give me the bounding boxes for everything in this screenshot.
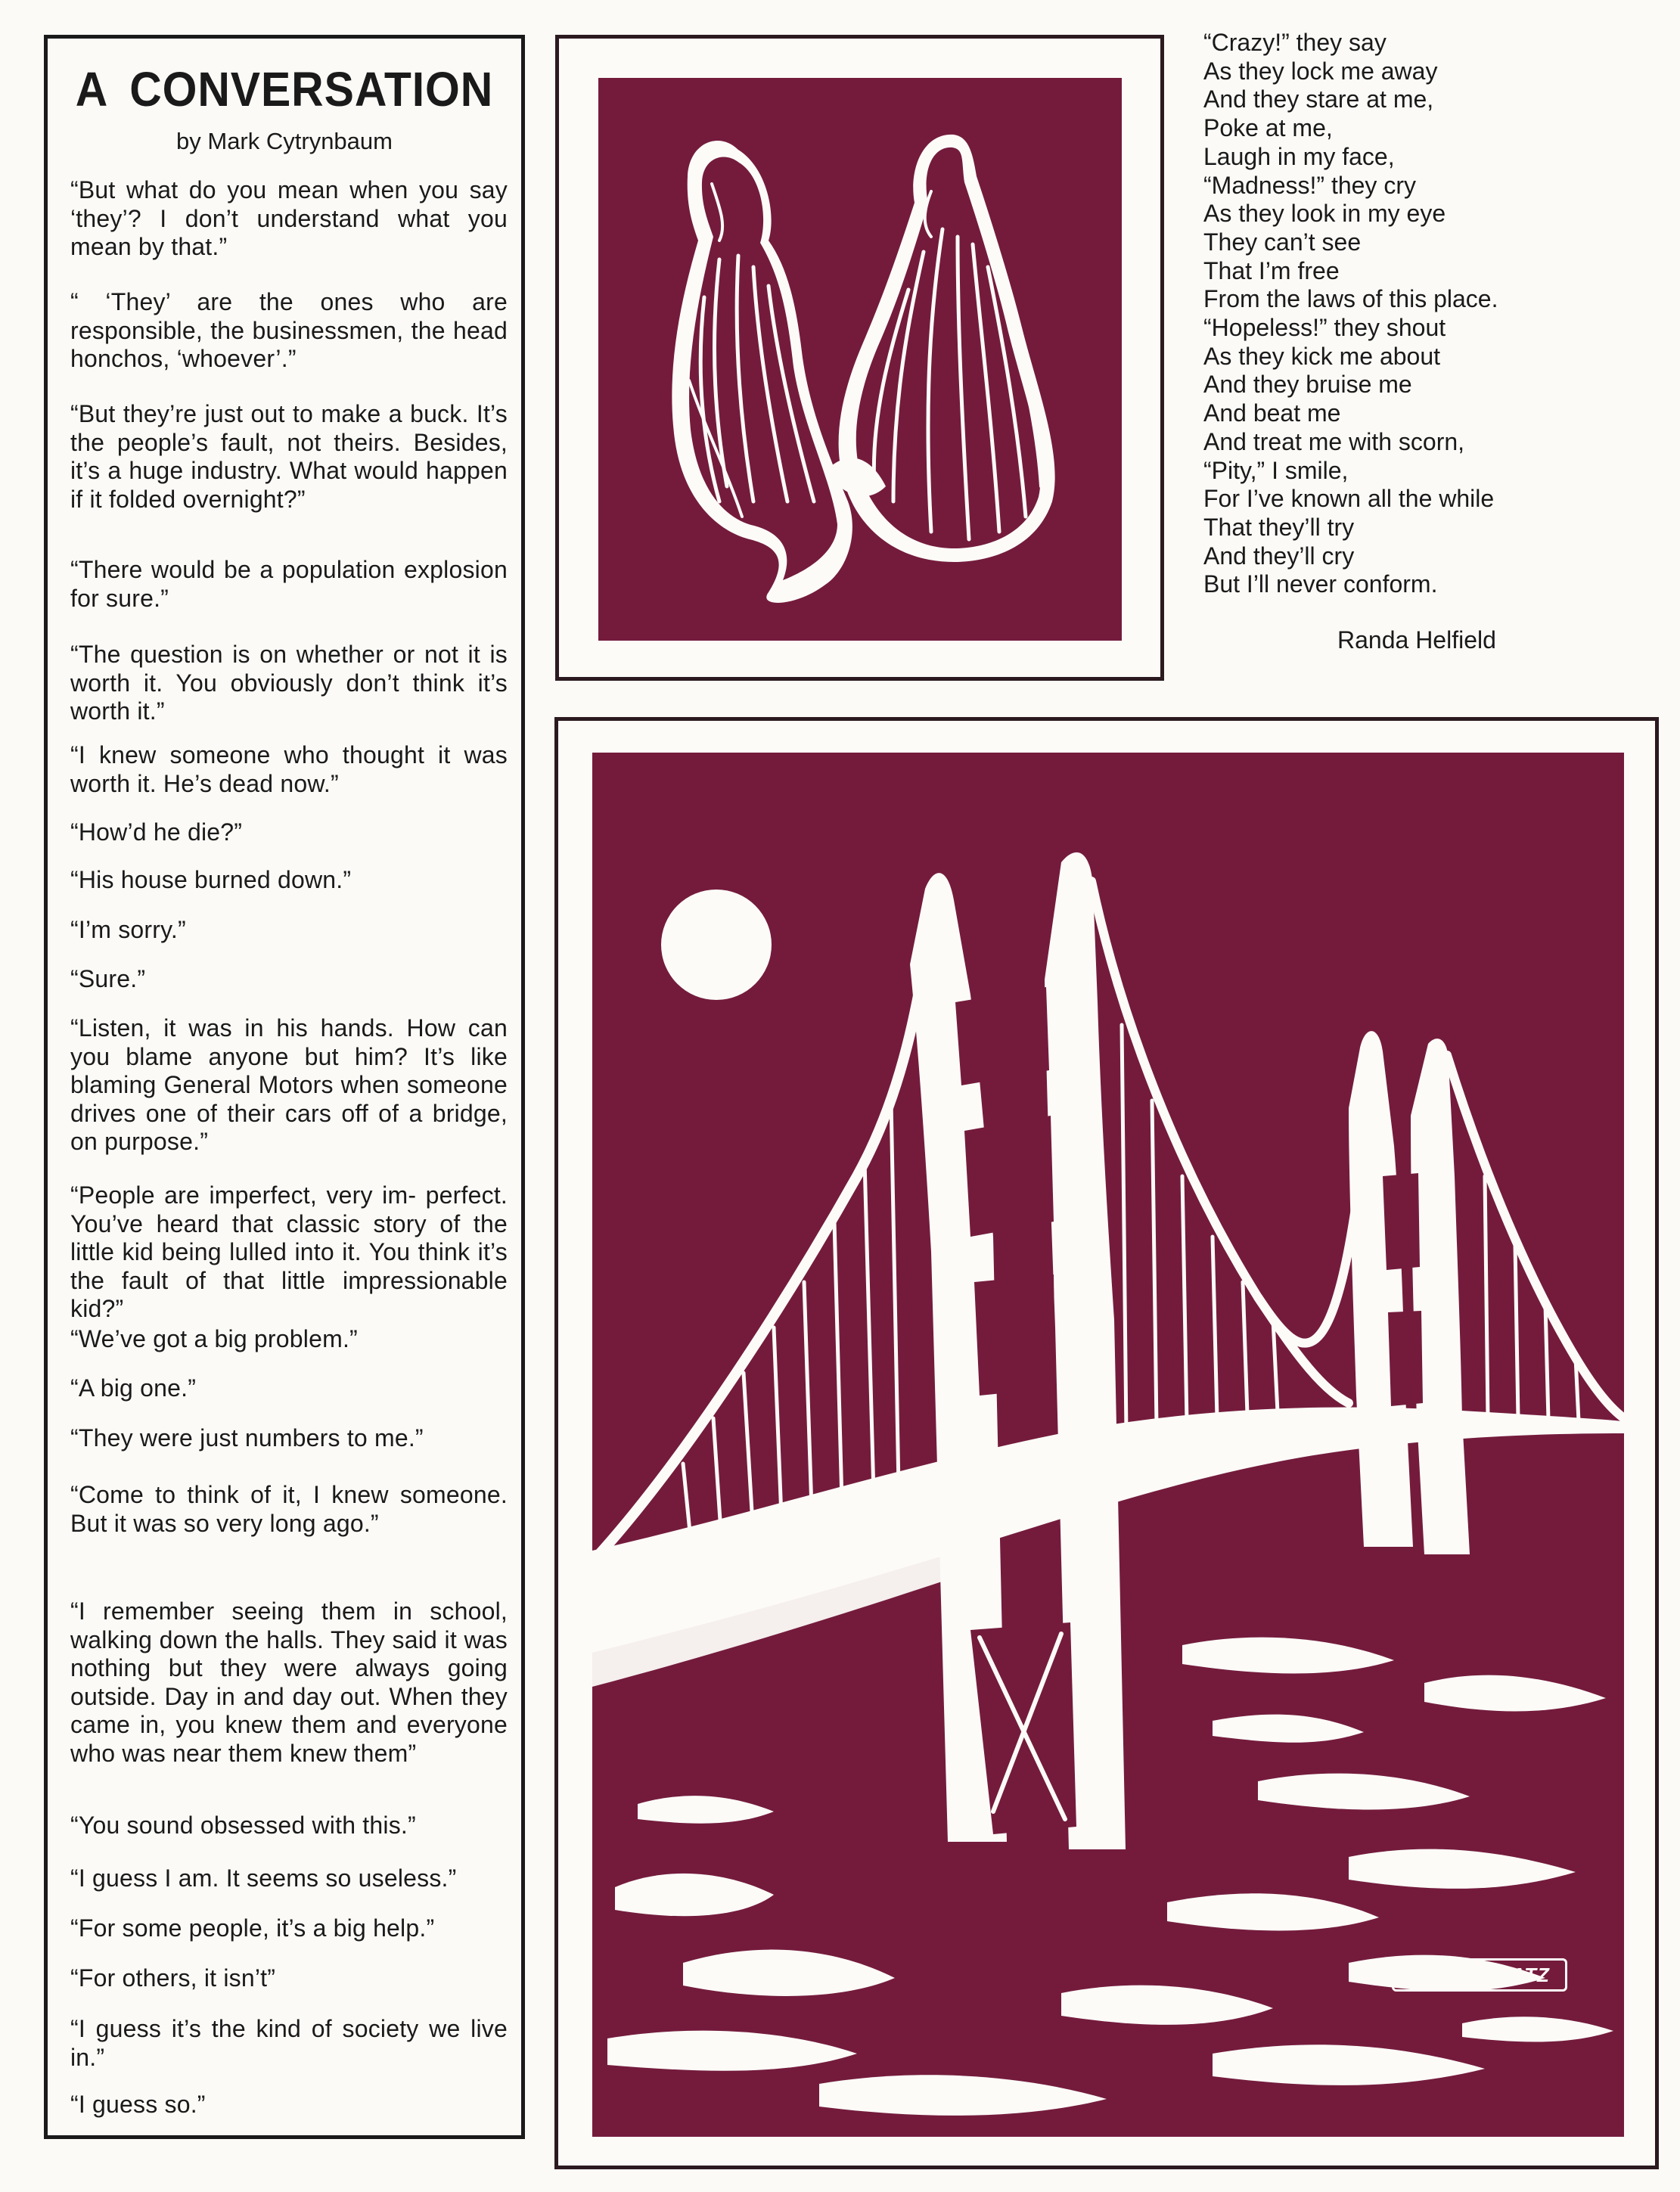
paragraph: “People are imperfect, very im- perfect. You’ve heard that classic story of the little kid being lulled into it. You think it’s the fault of that little impressionable kid?” — [70, 1181, 508, 1322]
poem-line: And they’ll cry — [1203, 542, 1355, 570]
poem-line: And beat me — [1203, 399, 1341, 427]
poem-line: And treat me with scorn, — [1203, 427, 1465, 455]
paragraph: “Come to think of it, I knew someone. But it was so very long ago.” — [70, 1481, 508, 1537]
paragraph: “The question is on whether or not it is worth it. You obviously don’t think it’s worth it.” — [70, 641, 508, 725]
poem-line: As they kick me about — [1203, 342, 1441, 370]
poem-line: For I’ve known all the while — [1203, 485, 1495, 513]
poem-line: And they stare at me, — [1203, 85, 1434, 113]
paragraph: “I knew someone who thought it was worth it. He’s dead now.” — [70, 741, 508, 797]
article-box — [44, 35, 525, 2139]
paragraph: “ ‘They’ are the ones who are responsible, the businessmen, the head honchos, ‘whoever’.” — [70, 288, 508, 372]
poem-line: “Crazy!” they say — [1203, 29, 1387, 56]
paragraph: “You sound obsessed with this.” — [70, 1812, 416, 1839]
paragraph: “I guess it’s the kind of society we live in.” — [70, 2015, 508, 2071]
paragraph: “I remember seeing them in school, walking down the halls. They said it was nothing but they were always going outside. Day in and day out. When they came in, you knew them and everyone who was near them knew them” — [70, 1597, 508, 1767]
poem-line: “Pity,” I smile, — [1203, 456, 1349, 484]
poem-line: And they bruise me — [1203, 371, 1412, 399]
paragraph: “There would be a population explosion for sure.” — [70, 556, 508, 612]
paragraph: “A big one.” — [70, 1374, 197, 1402]
paragraph: “I guess I am. It seems so useless.” — [70, 1864, 457, 1892]
figures-linocut — [598, 78, 1122, 641]
bridge-linocut — [592, 753, 1624, 2137]
bridge-print-frame — [554, 717, 1659, 2169]
moon — [661, 890, 772, 1000]
poem-line: As they look in my eye — [1203, 200, 1446, 228]
paragraph: “His house burned down.” — [70, 866, 352, 893]
poem-line: That they’ll try — [1203, 513, 1355, 541]
paragraph: “We’ve got a big problem.” — [70, 1325, 358, 1352]
paragraph: “Listen, it was in his hands. How can you blame anyone but him? It’s like blaming General Motors when someone drives one of their cars off of a bridge, on purpose.” — [70, 1014, 508, 1155]
poem-line: “Hopeless!” they shout — [1203, 314, 1446, 342]
article-title: A CONVERSATION — [75, 62, 494, 116]
paragraph: “But they’re just out to make a buck. It’s the people’s fault, not theirs. Besides, it’s a huge industry. What would happen if it folded overnight?” — [70, 400, 508, 513]
poem-line: That I’m free — [1203, 256, 1340, 284]
poem-line: As they lock me away — [1203, 57, 1438, 85]
paragraph: “For some people, it’s a big help.” — [70, 1914, 435, 1942]
paragraph: “For others, it isn’t” — [70, 1964, 276, 1992]
artist-signature: ADINA BRATZ — [1392, 1958, 1567, 1992]
poem — [1203, 29, 1627, 599]
poem-line: From the laws of this place. — [1203, 285, 1498, 313]
paragraph: “I guess so.” — [70, 2091, 206, 2118]
paragraph: “They were just numbers to me.” — [70, 1424, 424, 1452]
poem-line: Poke at me, — [1203, 114, 1333, 142]
paragraph: “I’m sorry.” — [70, 916, 186, 943]
poem-author: Randa Helfield — [1337, 626, 1496, 654]
figures-print-frame — [555, 35, 1164, 681]
paragraph: “Sure.” — [70, 965, 146, 992]
poem-line: But I’ll never conform. — [1203, 570, 1438, 598]
poem-line: Laugh in my face, — [1203, 142, 1395, 170]
paragraph: “How’d he die?” — [70, 818, 243, 846]
poem-line: They can’t see — [1203, 228, 1362, 256]
paragraph: “But what do you mean when you say ‘they’? I don’t understand what you mean by that.” — [70, 176, 508, 260]
poem-line: “Madness!” they cry — [1203, 171, 1416, 199]
article-byline: by Mark Cytrynbaum — [176, 128, 393, 154]
